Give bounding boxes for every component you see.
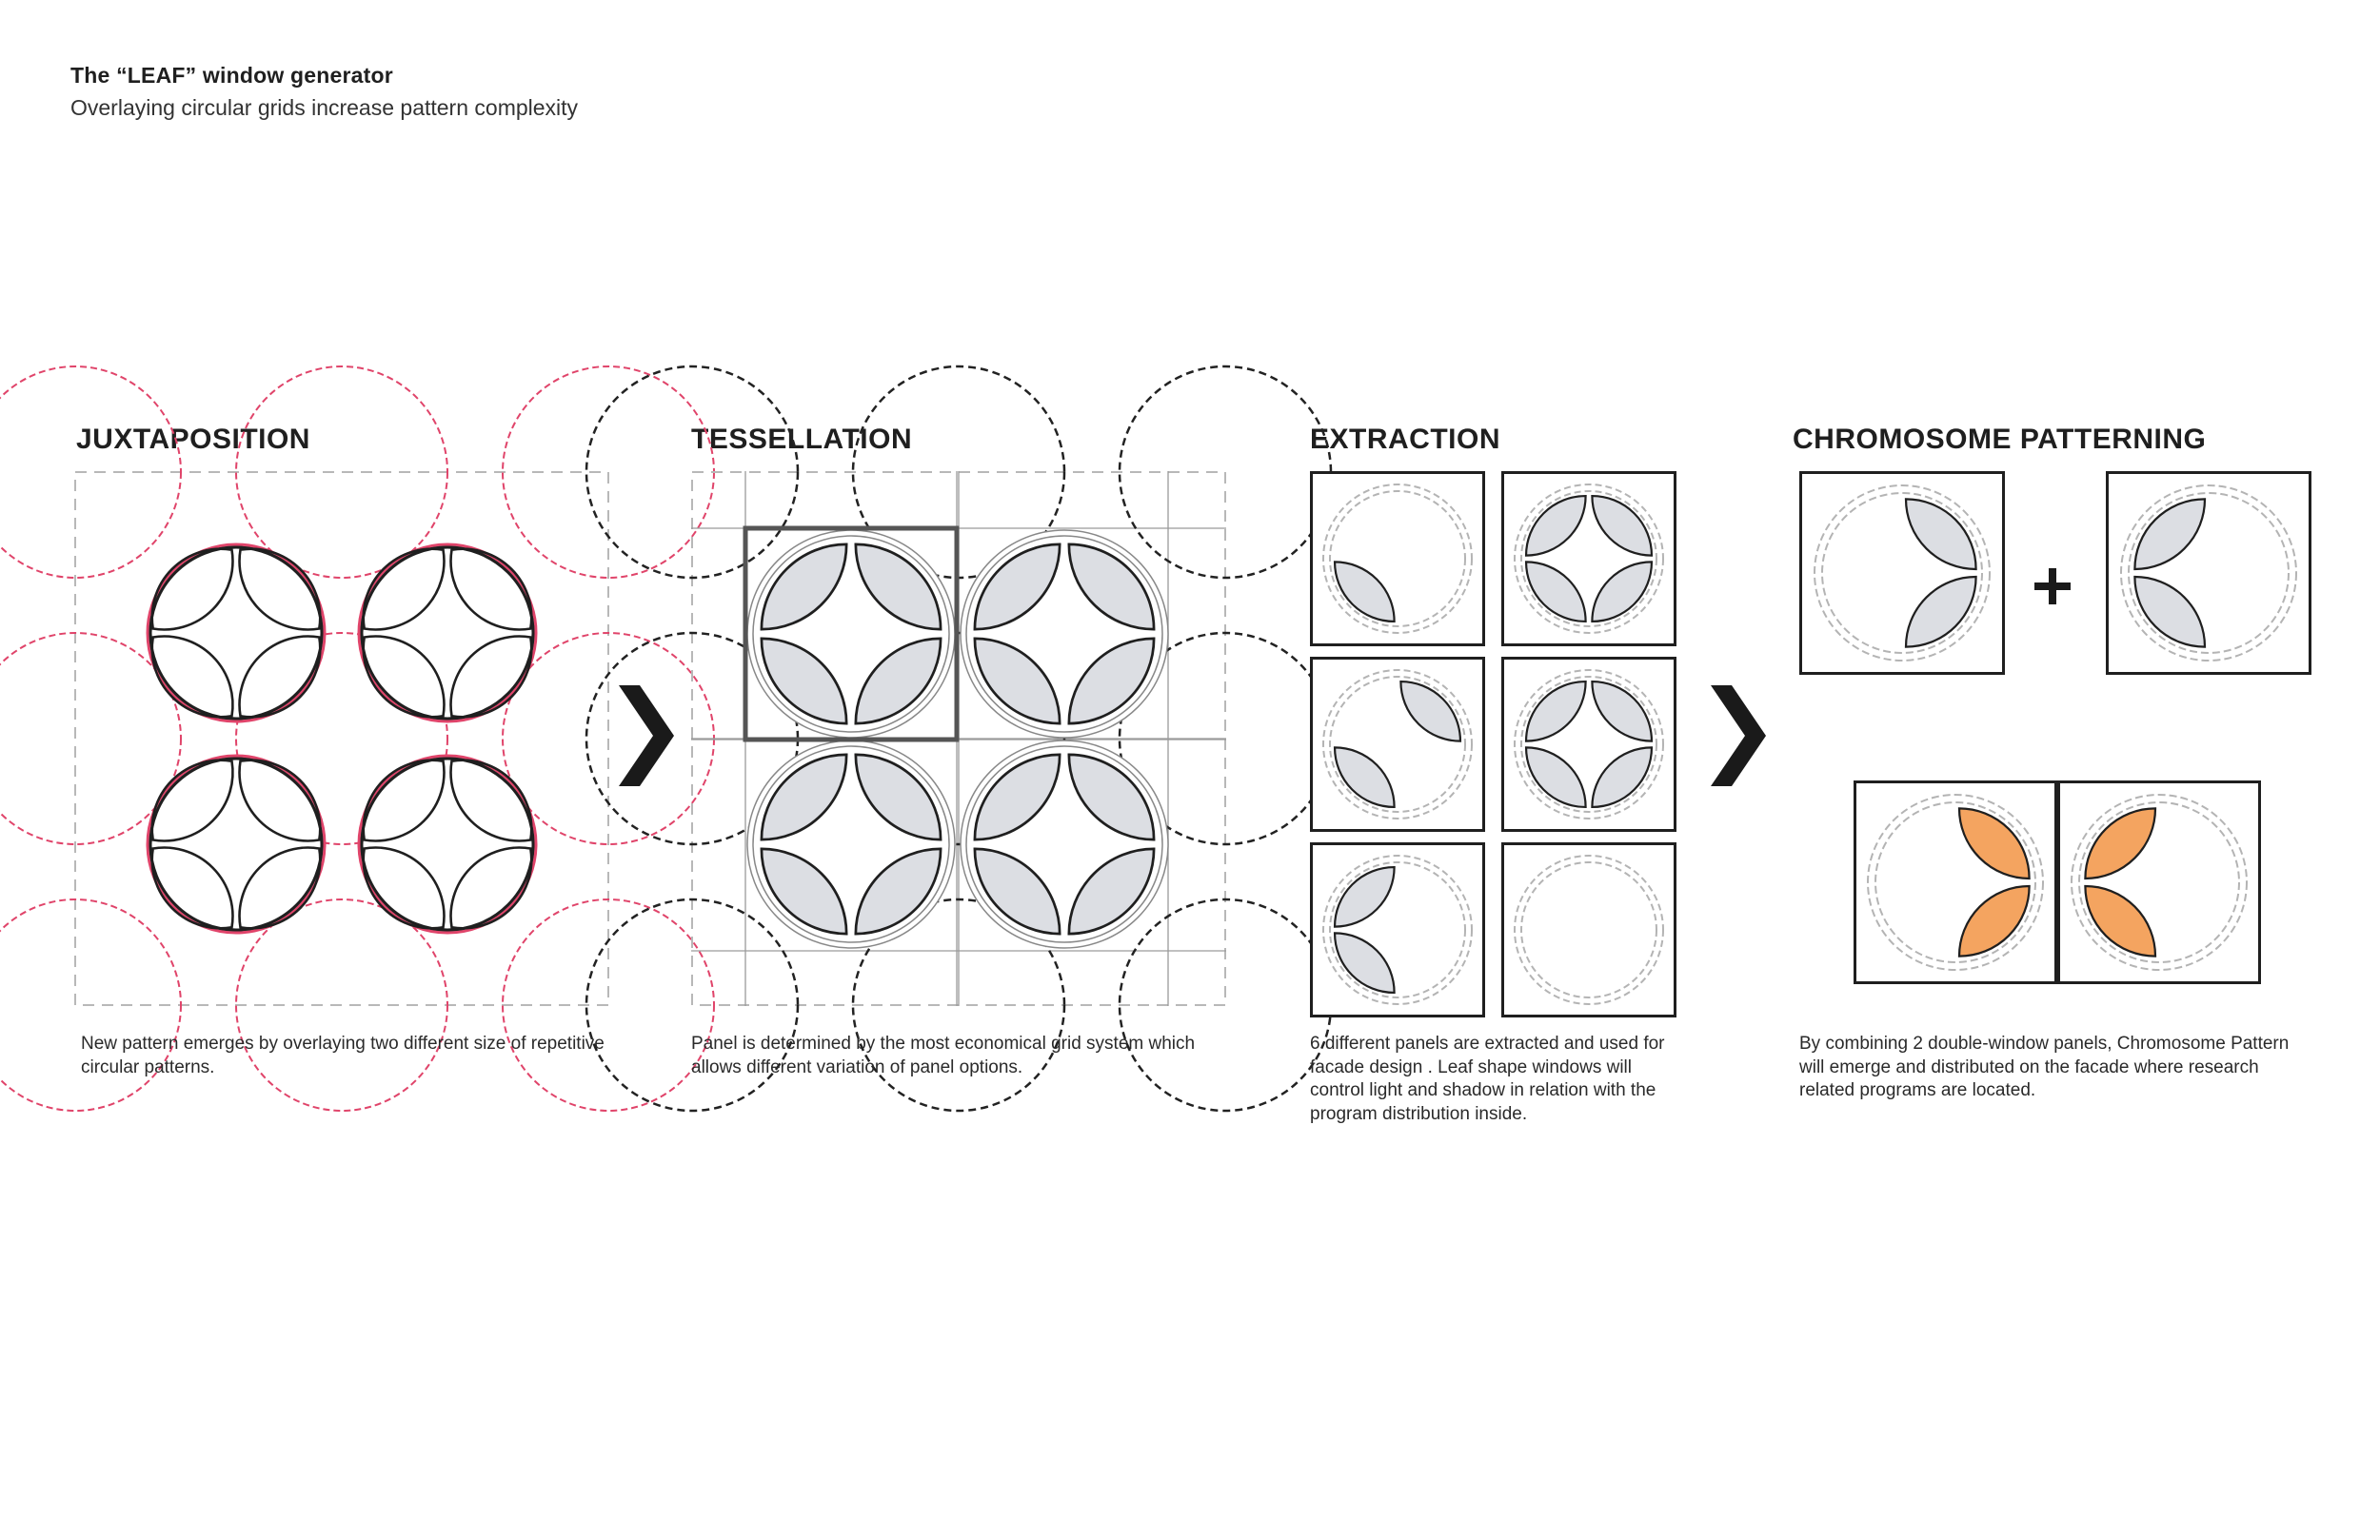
panel-frame: [1503, 659, 1676, 831]
extraction-panel-four-leaves-b: [1501, 657, 1676, 832]
juxtaposition-frame: [75, 472, 608, 1005]
extraction-panel-bottom-left-leaf: [1310, 471, 1485, 646]
juxtaposition-unit: [359, 544, 536, 721]
chromosome-patterning-title: CHROMOSOME PATTERNING: [1793, 424, 2207, 455]
tessellation-unit: [747, 740, 955, 948]
panel-frame: [2108, 473, 2311, 674]
panel-frame: [1312, 844, 1484, 1017]
chevron-right-icon: [1709, 683, 1768, 788]
left-double-leaf-panel: [2106, 471, 2311, 677]
juxtaposition-unit: [148, 544, 325, 721]
panel-frame: [1503, 473, 1676, 645]
juxtaposition-caption: New pattern emerges by overlaying two different size of repetitive circular patterns.: [81, 1034, 605, 1077]
juxtaposition-unit: [148, 756, 325, 933]
juxtaposition-title: JUXTAPOSITION: [76, 424, 310, 455]
panel-frame: [1312, 473, 1484, 645]
extraction-title: EXTRACTION: [1310, 424, 1500, 455]
page-subtitle: Overlaying circular grids increase pattern complexity: [70, 95, 579, 120]
extraction-panel-left-pair-leaves: [1310, 842, 1485, 1017]
extraction-caption: 6 different panels are extracted and used for facade design . Leaf shape windows will control light and shadow in relation with the program distribution inside.: [1310, 1034, 1665, 1124]
panel-frame: [1801, 473, 2004, 674]
plus-icon: [2033, 567, 2072, 605]
extraction-panel-four-leaves-a: [1501, 471, 1676, 646]
juxtaposition-unit: [359, 756, 536, 933]
chromosome-pattern: [1854, 780, 2261, 984]
extraction-panel-empty-panel: [1501, 842, 1676, 1017]
juxtaposition-units: [148, 544, 536, 933]
juxtaposition-diagram: [74, 471, 609, 1006]
tessellation-unit: [747, 530, 955, 738]
tessellation-unit: [961, 530, 1168, 738]
panel-frame: [1503, 844, 1676, 1017]
panel-frame: [1855, 782, 2056, 983]
tessellation-diagram: [691, 471, 1226, 1006]
panel-frame: [2059, 782, 2260, 983]
tessellation-caption: Panel is determined by the most economical grid system which allows different variation of panel options.: [691, 1034, 1196, 1077]
tessellation-title: TESSELLATION: [691, 424, 913, 455]
chevron-right-icon: [617, 683, 676, 788]
red-circular-grid: [0, 366, 714, 1111]
chromosome-caption: By combining 2 double-window panels, Chromosome Pattern will emerge and distributed on the facade where research related programs are located.: [1799, 1034, 2290, 1100]
page-title: The “LEAF” window generator: [70, 63, 393, 88]
panel-frame: [1312, 659, 1484, 831]
extraction-panel-diagonal-leaves: [1310, 657, 1485, 832]
tessellation-unit: [961, 740, 1168, 948]
right-double-leaf-panel: [1799, 471, 2005, 677]
